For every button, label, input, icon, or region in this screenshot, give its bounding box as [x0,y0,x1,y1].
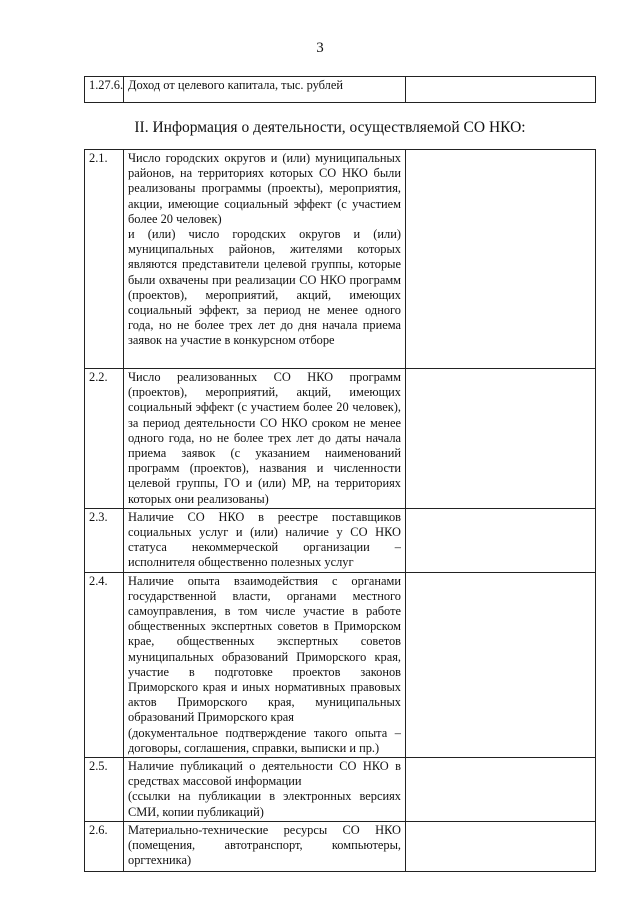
activity-table [84,149,596,872]
row-number: 2.2. [85,369,124,509]
row-number: 2.6. [85,821,124,871]
row-number: 2.5. [85,758,124,822]
row-number: 2.3. [85,508,124,572]
table-row [85,572,596,757]
row-value[interactable] [406,821,596,871]
row-paragraph: и (или) число городских округов и (или) муниципальных районов, жителями которых являются представители целевой группы, которые были охвачены при реализации СО НКО программ (проектов), мероприятий, акций, имеющих социальный эффект, за период не менее одного года, но не более трех лет до дня начала приема заявок на участие в конкурсном отборе [128,227,401,348]
table-row [85,77,596,103]
row-description [124,821,406,871]
row-description: Доход от целевого капитала, тыс. рублей [124,77,406,103]
row-number: 1.27.6. [85,77,124,103]
table-row [85,150,596,369]
table-row [85,821,596,871]
table-row [85,508,596,572]
table-row [85,369,596,509]
row-number: 2.1. [85,150,124,369]
row-number: 2.4. [85,572,124,757]
row-description [124,369,406,509]
row-paragraph: Число реализованных СО НКО программ (проектов), мероприятий, акций, имеющих социальный эффект (с участием более 20 человек), за период деятельности СО НКО сроком не менее одного года, но не более трех лет до даты начала приема заявок (с указанием наименований программ (проектов), названия и численности целевой группы, ГО и (или) МР, на территориях которых они реализованы) [128,370,401,506]
row-description [124,758,406,822]
row-paragraph: Материально-технические ресурсы СО НКО (помещения, автотранспорт, компьютеры, оргтехника) [128,822,401,868]
section-title: II. Информация о деятельности, осуществляемой СО НКО: [134,119,526,136]
row-paragraph: Наличие публикаций о деятельности СО НКО в средствах массовой информации [128,759,401,789]
row-value[interactable] [406,77,596,103]
row-value[interactable] [406,758,596,822]
page-number: 3 [316,40,324,56]
row-value[interactable] [406,508,596,572]
row-value[interactable] [406,369,596,509]
row-value[interactable] [406,572,596,757]
row-description [124,150,406,369]
row-paragraph: Наличие СО НКО в реестре поставщиков социальных услуг и (или) наличие у СО НКО статуса некоммерческой организации – исполнителя общественно полезных услуг [128,509,401,570]
row-value[interactable] [406,150,596,369]
row-paragraph: Число городских округов и (или) муниципальных районов, на территориях которых СО НКО были реализованы программы (проекты), мероприятия, акции, имеющие социальный эффект (с участием более 20 человек) [128,151,401,226]
row-paragraph: (документальное подтверждение такого опыта – договоры, соглашения, справки, выписки и пр.) [128,725,401,755]
row-paragraph: (ссылки на публикации в электронных версиях СМИ, копии публикаций) [128,789,401,819]
row-description [124,572,406,757]
row-paragraph: Наличие опыта взаимодействия с органами государственной власти, органами местного самоуправления, в том числе участие в работе общественных экспертных советов в Приморском крае, общественных экспертных советов муниципальных образований Приморского края, участие в подготовке проектов законов Приморского края и иных нормативных правовых актов Приморского края, муниципальных образований Приморского края [128,573,401,725]
table-row [85,758,596,822]
income-table [84,76,596,103]
row-description [124,508,406,572]
